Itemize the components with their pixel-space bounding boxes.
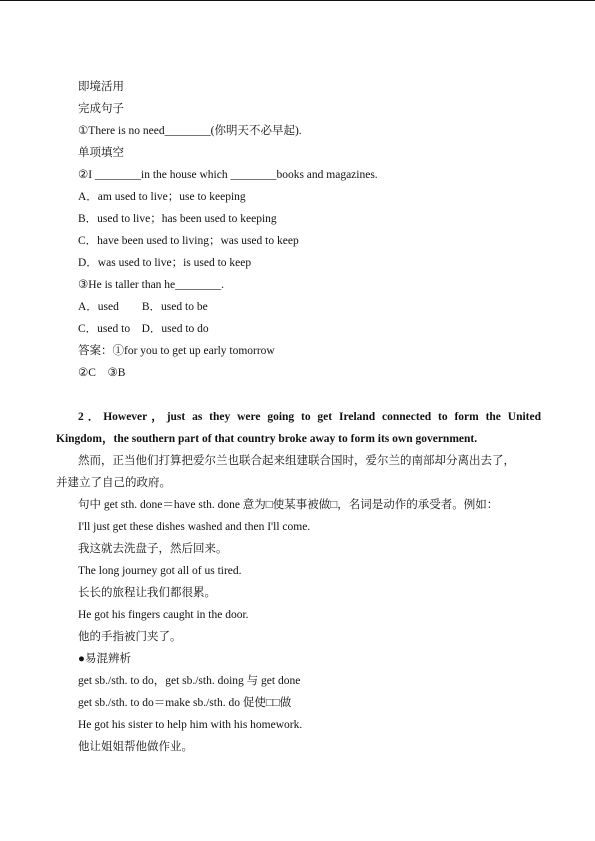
- question-3-options-cd: C．used to D．used to do: [78, 323, 209, 335]
- explanation: 句中 get sth. done＝have sth. done 意为□使某事被做□，名词是动作的承受者。例如：: [78, 499, 499, 511]
- header-rule: [0, 0, 595, 1]
- subsection-title-complete-sentence: 完成句子: [78, 103, 124, 115]
- example-line: I'll just get these dishes washed and then I'll come.: [78, 521, 311, 533]
- example-line: He got his fingers caught in the door.: [78, 609, 249, 621]
- confusion-line: get sb./sth. to do，get sb./sth. doing 与 get done: [78, 675, 301, 687]
- answer-line-2: ②C ③B: [78, 367, 126, 379]
- confusion-line: get sb./sth. to do＝make sb./sth. do 促使□□做: [78, 697, 292, 709]
- section-title: 即境活用: [78, 81, 124, 93]
- question-2-option-b: B．used to live；has been used to keeping: [78, 213, 277, 225]
- example-line: The long journey got all of us tired.: [78, 565, 242, 577]
- question-3-options-ab: A．used B．used to be: [78, 301, 208, 313]
- example-line: 长长的旅程让我们都很累。: [78, 587, 216, 599]
- spacer: [56, 384, 541, 406]
- point-2-heading-line-1: 2．However，just as they were going to get Ireland connected to form the United: [78, 411, 541, 423]
- translation-line-2: 并建立了自己的政府。: [56, 477, 171, 489]
- point-2-heading-line-2: Kingdom，the southern part of that country broke away to form its own government.: [56, 433, 478, 445]
- question-2-option-d: D．was used to live；is used to keep: [78, 257, 252, 269]
- question-1: ①There is no need________(你明天不必早起).: [78, 125, 302, 137]
- question-3: ③He is taller than he________.: [78, 279, 225, 291]
- question-2: ②I ________in the house which ________books and magazines.: [78, 169, 378, 181]
- confusion-title: ●易混辨析: [78, 653, 131, 665]
- translation-line-1: 然而，正当他们打算把爱尔兰也联合起来组建联合国时，爱尔兰的南部却分离出去了，: [78, 455, 515, 467]
- question-2-option-a: A．am used to live；use to keeping: [78, 191, 246, 203]
- answer-line-1: 答案：①for you to get up early tomorrow: [78, 345, 275, 357]
- confusion-line: 他让姐姐帮他做作业。: [78, 741, 193, 753]
- example-line: 他的手指被门夹了。: [78, 631, 182, 643]
- subsection-title-single-choice: 单项填空: [78, 147, 124, 159]
- document-body: [56, 76, 541, 758]
- example-line: 我这就去洗盘子，然后回来。: [78, 543, 228, 555]
- question-2-option-c: C．have been used to living；was used to keep: [78, 235, 299, 247]
- confusion-line: He got his sister to help him with his homework.: [78, 719, 303, 731]
